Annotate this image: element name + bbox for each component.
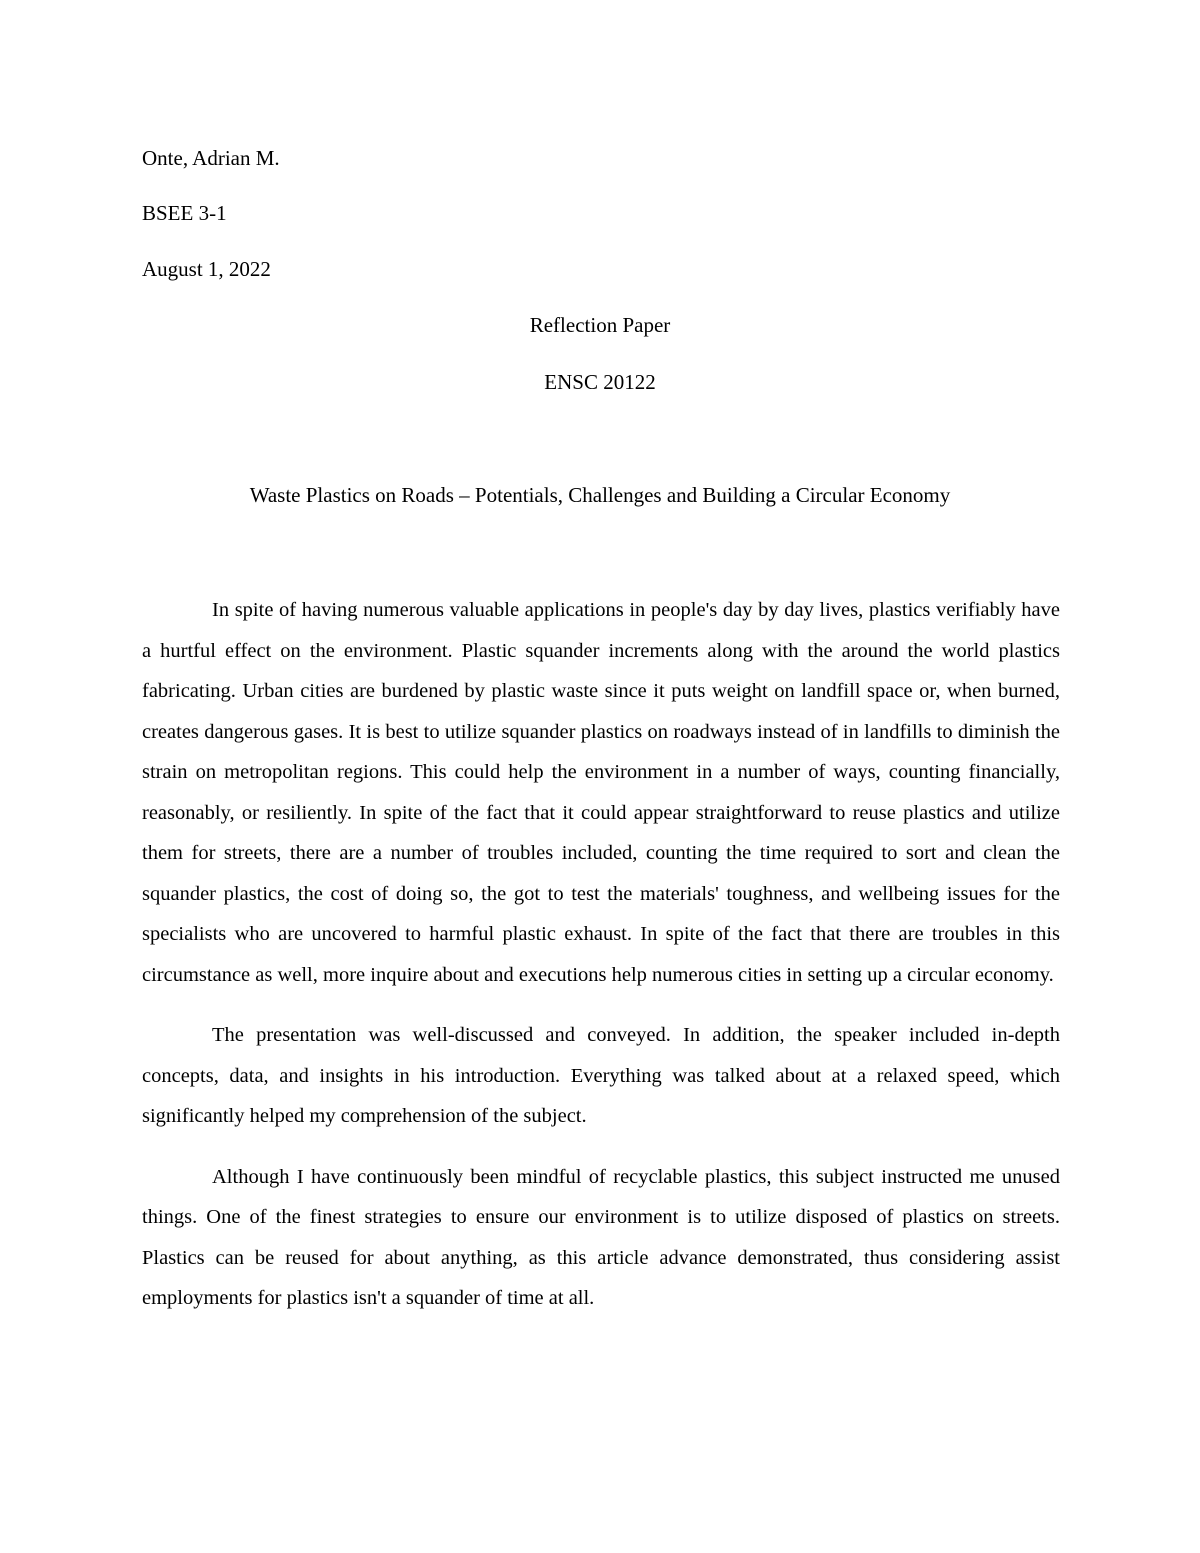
paragraph: Although I have continuously been mindful of recyclable plastics, this subject instructed me unused things. One of the finest strategies to ensure our environment is to utilize disposed of plastics on streets. Plastics can be reused for about anything, as this article advance demonstrated, thus considering assist employments for plastics isn't a squander of time at all.	[142, 1165, 1060, 1309]
document-title: Waste Plastics on Roads – Potentials, Challenges and Building a Circular Economy	[249, 483, 951, 507]
document-type: Reflection Paper	[529, 313, 671, 337]
date-label: August 1, 2022	[142, 257, 271, 281]
section-label: BSEE 3-1	[142, 201, 227, 225]
course-code: ENSC 20122	[544, 370, 656, 394]
document-body	[142, 590, 1060, 1339]
paragraph: The presentation was well-discussed and conveyed. In addition, the speaker included in-depth concepts, data, and insights in his introduction. Everything was talked about at a relaxed speed, which significantly helped my comprehension of the subject.	[142, 1024, 1060, 1127]
author-name: Onte, Adrian M.	[142, 146, 280, 170]
paragraph: In spite of having numerous valuable applications in people's day by day lives, plastics verifiably have a hurtful effect on the environment. Plastic squander increments along with the around the world plastics fabricating. Urban cities are burdened by plastic waste since it puts weight on landfill space or, when burned, creates dangerous gases. It is best to utilize squander plastics on roadways instead of in landfills to diminish the strain on metropolitan regions. This could help the environment in a number of ways, counting financially, reasonably, or resiliently. In spite of the fact that it could appear straightforward to reuse plastics and utilize them for streets, there are a number of troubles included, counting the time required to sort and clean the squander plastics, the cost of doing so, the got to test the materials' toughness, and wellbeing issues for the specialists who are uncovered to harmful plastic exhaust. In spite of the fact that there are troubles in this circumstance as well, more inquire about and executions help numerous cities in setting up a circular economy.	[142, 599, 1060, 986]
